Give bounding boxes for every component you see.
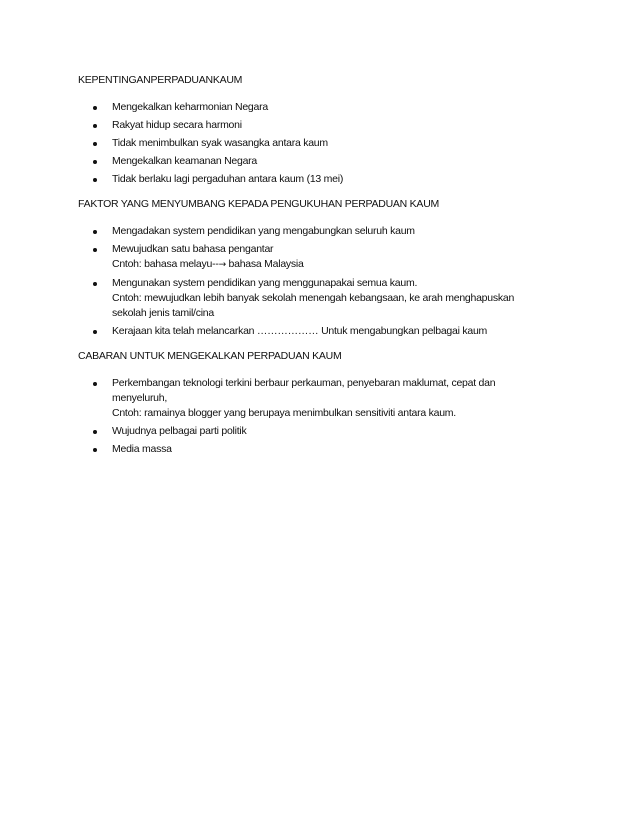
document-page (78, 70, 558, 460)
list-item-example: Cntoh: mewujudkan lebih banyak sekolah menengah kebangsaan, ke arah menghapuskan (112, 292, 515, 304)
list-item-text: Kerajaan kita telah melancarkan ……………… Untuk mengabungkan pelbagai kaum (112, 325, 488, 337)
bullet-icon (93, 448, 97, 452)
list-item (78, 136, 558, 151)
list-item (78, 118, 558, 133)
list-item-example: Cntoh: ramainya blogger yang berupaya menimbulkan sensitiviti antara kaum. (112, 407, 456, 419)
list-item (78, 242, 558, 273)
section-heading: FAKTOR YANG MENYUMBANG KEPADA PENGUKUHAN PERPADUAN KAUM (78, 198, 440, 210)
list-item-text: Mengekalkan keamanan Negara (112, 155, 258, 167)
list-item (78, 154, 558, 169)
bullet-list (78, 224, 558, 339)
list-item-text: Perkembangan teknologi terkini berbaur perkauman, penyebaran maklumat, cepat dan (112, 377, 496, 389)
list-item-text: Mengadakan system pendidikan yang mengabungkan seluruh kaum (112, 225, 415, 237)
list-item (78, 324, 558, 339)
bullet-icon (93, 382, 97, 386)
list-item (78, 442, 558, 457)
list-item (78, 224, 558, 239)
list-item-text: Rakyat hidup secara harmoni (112, 119, 242, 131)
list-item-text: Tidak menimbulkan syak wasangka antara kaum (112, 137, 328, 149)
example-text: Cntoh: bahasa melayu-- (112, 258, 219, 270)
bullet-icon (93, 178, 97, 182)
example-result-text: bahasa Malaysia (228, 258, 304, 270)
list-item-continuation: sekolah jenis tamil/cina (112, 307, 214, 319)
bullet-icon (93, 160, 97, 164)
list-item-example (112, 257, 558, 273)
list-item (78, 172, 558, 187)
list-item-text: Mengekalkan keharmonian Negara (112, 101, 268, 113)
list-item-text: Mewujudkan satu bahasa pengantar (112, 243, 274, 255)
bullet-icon (93, 230, 97, 234)
arrow-right-icon: → (218, 260, 226, 270)
bullet-list (78, 100, 558, 187)
section-faktor (78, 197, 558, 339)
bullet-icon (93, 248, 97, 252)
list-item-text: Mengunakan system pendidikan yang menggunapakai semua kaum. (112, 277, 418, 289)
list-item (78, 376, 558, 421)
bullet-icon (93, 142, 97, 146)
bullet-icon (93, 430, 97, 434)
section-heading: CABARAN UNTUK MENGEKALKAN PERPADUAN KAUM (78, 350, 342, 362)
list-item-continuation: menyeluruh, (112, 392, 168, 404)
section-cabaran (78, 349, 558, 457)
bullet-icon (93, 330, 97, 334)
list-item-text: Tidak berlaku lagi pergaduhan antara kaum (13 mei) (112, 173, 344, 185)
bullet-icon (93, 106, 97, 110)
list-item-text: Wujudnya pelbagai parti politik (112, 425, 247, 437)
bullet-icon (93, 282, 97, 286)
list-item-text: Media massa (112, 443, 172, 455)
list-item (78, 276, 558, 321)
bullet-icon (93, 124, 97, 128)
list-item (78, 424, 558, 439)
list-item (78, 100, 558, 115)
section-heading: KEPENTINGANPERPADUANKAUM (78, 74, 243, 86)
bullet-list (78, 376, 558, 457)
section-kepentingan (78, 73, 558, 187)
